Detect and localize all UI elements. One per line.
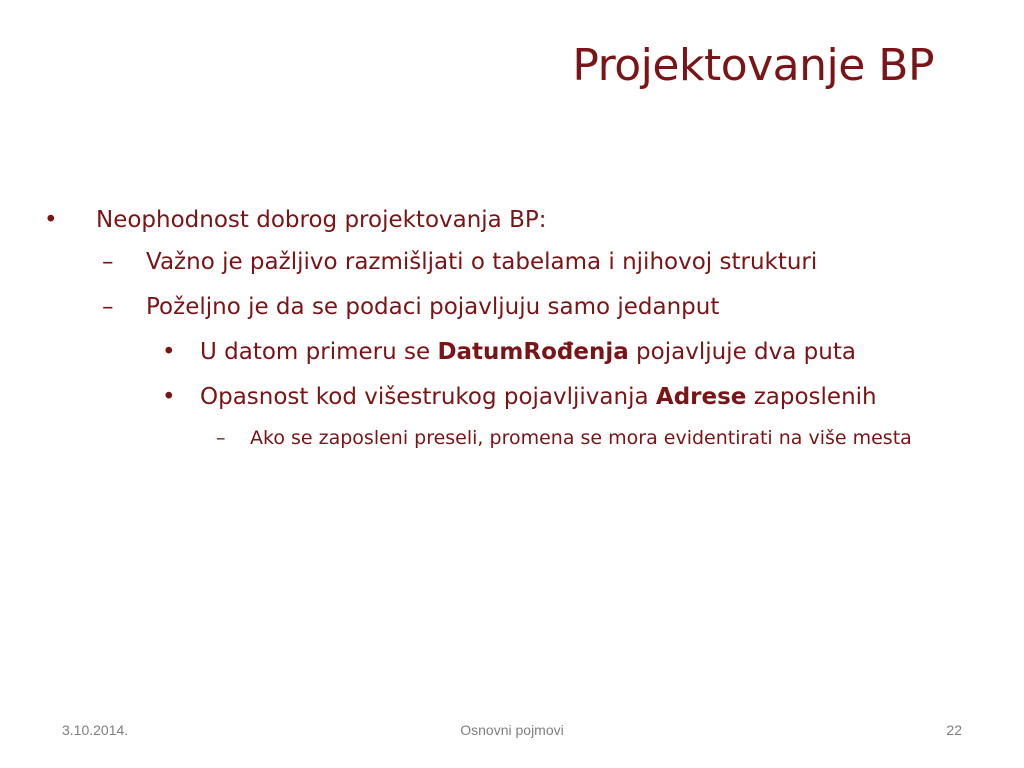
bullet-text-part: Opasnost kod višestrukog pojavljivanja: [200, 384, 656, 410]
bullet-text-part: U datom primeru se: [200, 339, 438, 365]
bullet-level2: [0, 285, 1024, 330]
footer-title: Osnovni pojmovi: [460, 722, 564, 738]
bullet-bold-term: Adrese: [655, 384, 747, 410]
slide-content: [0, 200, 1024, 484]
bullet-text: Neophodnost dobrog projektovanja BP:: [96, 207, 547, 233]
bullet-text-part: zaposlenih: [746, 384, 877, 410]
bullet-dot-icon: •: [162, 339, 176, 365]
bullet-level2: [0, 240, 1024, 285]
bullet-level4: [0, 424, 1024, 484]
bullet-text: Ako se zaposleni preseli, promena se mora evidentirati na više mesta: [250, 427, 912, 449]
bullet-dot-icon: •: [162, 384, 176, 410]
bullet-dot-icon: •: [44, 207, 58, 233]
bullet-text: [200, 375, 877, 420]
bullet-text: Poželjno je da se podaci pojavljuju samo jedanput: [146, 294, 720, 320]
bullet-text: [200, 330, 856, 375]
bullet-level3: [0, 330, 1024, 375]
bullet-dash-icon: –: [102, 294, 114, 320]
bullet-level3: [0, 375, 1024, 420]
bullet-level1: [0, 200, 1024, 240]
footer-date: 3.10.2014.: [62, 722, 129, 738]
bullet-bold-term: DatumRođenja: [437, 339, 629, 365]
bullet-dash-icon: –: [102, 249, 114, 275]
bullet-dash-icon: –: [216, 427, 226, 449]
footer-page-number: 22: [946, 722, 962, 738]
slide-title: Projektovanje BP: [572, 40, 934, 91]
bullet-text-part: pojavljuje dva puta: [628, 339, 856, 365]
bullet-text: Važno je pažljivo razmišljati o tabelama i njihovoj strukturi: [146, 249, 818, 275]
